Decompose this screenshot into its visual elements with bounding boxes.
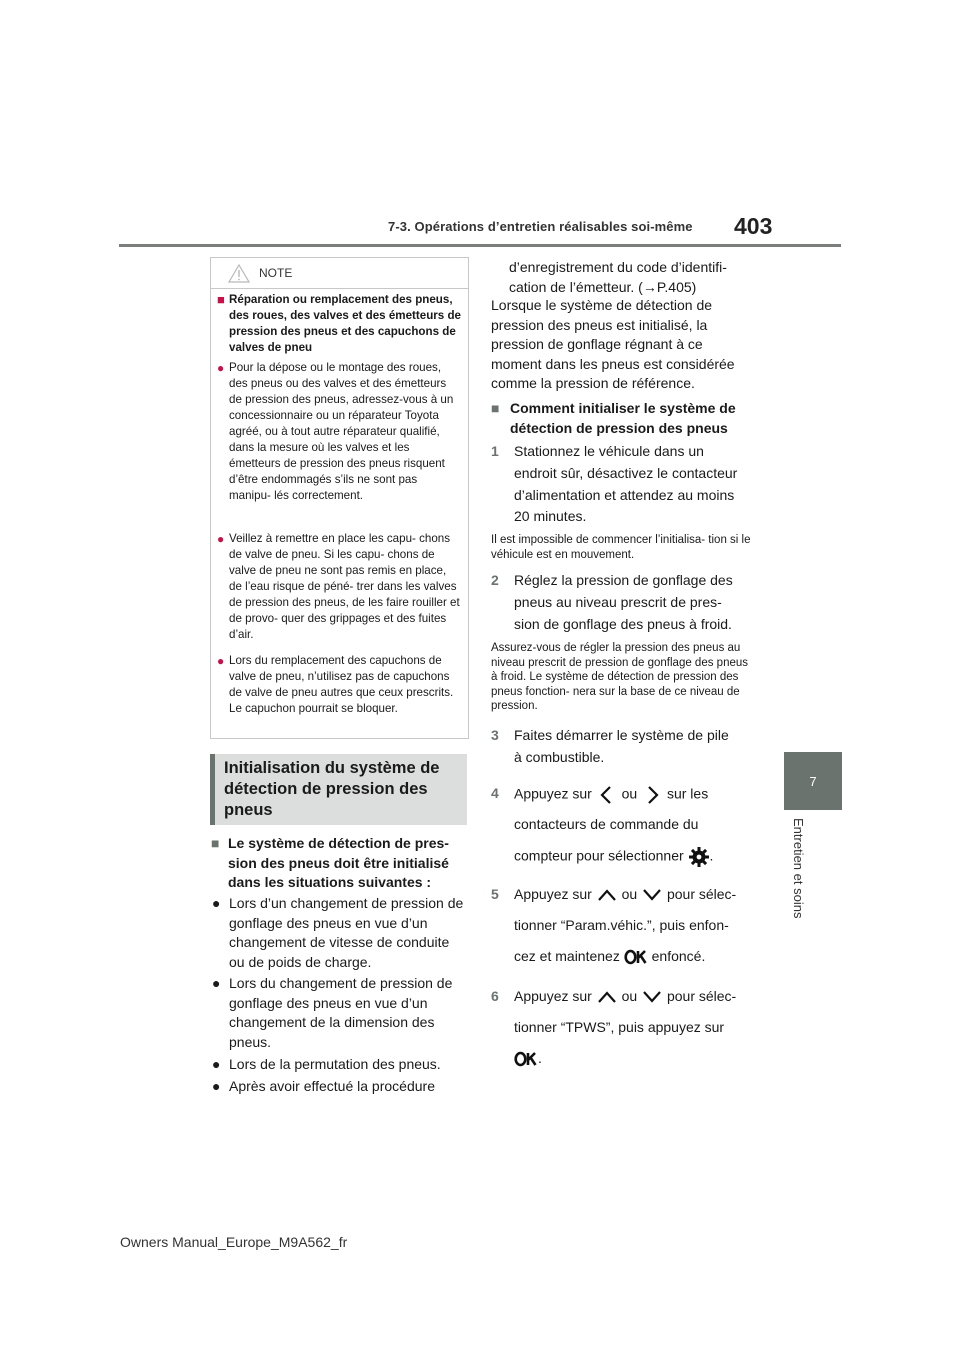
step-number: 2 bbox=[491, 572, 499, 588]
chevron-up-icon bbox=[596, 989, 618, 1005]
note-heading-text: Réparation ou remplacement des pneus, des roues, des valves et des émetteurs de pression des pneus et des capuchons de valves de pneu bbox=[229, 293, 461, 354]
step-number: 3 bbox=[491, 727, 499, 743]
section-title: 7-3. Opérations d’entretien réalisables soi-même bbox=[388, 219, 693, 234]
square-bullet-icon: ■ bbox=[217, 292, 225, 307]
step-5: 5 Appuyez sur ou pour sélec- tionner “Param.véhic.”, puis enfon- cez et maintenez enfoncé. bbox=[491, 886, 737, 964]
chapter-label-text: Entretien et soins bbox=[791, 818, 806, 919]
chapter-tab bbox=[784, 752, 842, 810]
section-heading-box bbox=[210, 754, 467, 825]
section-heading: Initialisation du système de détection de pression des pneus bbox=[224, 759, 440, 819]
page-number: 403 bbox=[734, 213, 773, 239]
arrow-icon: → bbox=[642, 278, 657, 295]
page-reference-link[interactable]: P.405) bbox=[656, 278, 697, 295]
bullet-icon: ● bbox=[217, 654, 225, 668]
bullet-icon: ● bbox=[212, 1056, 221, 1072]
step-1: 1 Stationnez le véhicule dans un endroit sûr, désactivez le contacteur d’alimentation et attendez au moins 20 minutes. bbox=[491, 443, 738, 525]
chevron-left-icon bbox=[596, 784, 618, 806]
bullet-icon: ● bbox=[212, 895, 221, 911]
chevron-up-icon bbox=[596, 887, 618, 903]
list-item: ● Après avoir effectué la procédure bbox=[212, 1077, 464, 1097]
step-number: 4 bbox=[491, 785, 499, 801]
ok-button-icon bbox=[624, 949, 648, 965]
chevron-down-icon bbox=[641, 887, 663, 903]
note-label: NOTE bbox=[259, 266, 293, 280]
bullet-icon: ● bbox=[217, 532, 225, 546]
step-2: 2 Réglez la pression de gonflage des pneus au niveau prescrit de pres- sion de gonflage des pneus à froid. bbox=[491, 572, 733, 632]
bullet-icon: ● bbox=[217, 361, 225, 375]
left-subheading: ■ Le système de détection de pres- sion des pneus doit être initialisé dans les situations suivantes : bbox=[211, 835, 449, 890]
step-4: 4 Appuyez sur ou sur les contacteurs de commande du compteur pour sélectionner . bbox=[491, 784, 753, 868]
chapter-number: 7 bbox=[809, 773, 817, 789]
warning-triangle-icon bbox=[228, 264, 250, 283]
step-6: 6 Appuyez sur ou pour sélec- tionner “TPWS”, puis appuyez sur . bbox=[491, 988, 737, 1066]
step-2-note: Assurez-vous de régler la pression des pneus au niveau prescrit de pression de gonflage des pneus à froid. Le système de détection de pression des pneus fonction- nera sur la base de ce niveau de pression. bbox=[491, 642, 749, 712]
step-number: 1 bbox=[491, 443, 499, 459]
note-item: ● Pour la dépose ou le montage des roues, des pneus ou des valves et des émetteurs de pression des pneus, adressez-vous à un concessionnaire ou un réparateur Toyota agréé, ou à tout autre réparateur qualifié, dans la mesure où les valves et les émetteurs de pression des pneus risquent d’être endommagés s’ils ne sont pas manipu- lés correctement. bbox=[217, 361, 454, 502]
step-number: 6 bbox=[491, 988, 499, 1004]
square-bullet-icon: ■ bbox=[211, 835, 220, 851]
chevron-right-icon bbox=[641, 784, 663, 806]
note-item: ● Veillez à remettre en place les capu- chons de valve de pneu. Si les capu- chons de valve de pneu ne sont pas remis en place, de l’eau risque de péné- trer dans les valves de pression des pneus, de les faire rouiller et de provo- quer des grippages et des fuites d’air. bbox=[217, 532, 460, 641]
note-item: ● Lors du remplacement des capuchons de valve de pneu, n’utilisez pas de capuchons de valve de pneu autres que ceux prescrits. Le capuchon pourrait se bloquer. bbox=[217, 654, 454, 715]
right-subheading: ■ Comment initialiser le système de détection de pression des pneus bbox=[491, 400, 736, 436]
note-box bbox=[210, 257, 469, 739]
bullet-icon: ● bbox=[212, 1078, 221, 1094]
list-item: ● Lors d’un changement de pression de gonflage des pneus en vue d’un changement de vitesse de conduite ou de poids de charge. bbox=[212, 895, 464, 970]
note-header bbox=[211, 258, 468, 289]
ok-button-icon bbox=[514, 1051, 538, 1067]
header-divider bbox=[119, 244, 841, 247]
chevron-down-icon bbox=[641, 989, 663, 1005]
gear-icon bbox=[688, 846, 710, 868]
step-3: 3 Faites démarrer le système de pile à combustible. bbox=[491, 727, 729, 765]
bullet-icon: ● bbox=[212, 975, 221, 991]
note-heading bbox=[217, 292, 461, 356]
list-item: ● Lors du changement de pression de gonflage des pneus en vue d’un changement de la dimension des pneus. bbox=[212, 975, 453, 1050]
step-number: 5 bbox=[491, 886, 499, 902]
footer-document-id: Owners Manual_Europe_M9A562_fr bbox=[120, 1234, 348, 1250]
reference-pressure-paragraph: Lorsque le système de détection de pression des pneus est initialisé, la pression de gonflage régnant à ce moment dans les pneus est considérée comme la pression de référence. bbox=[491, 297, 735, 391]
list-item: ● Lors de la permutation des pneus. bbox=[212, 1055, 464, 1075]
chapter-label bbox=[788, 818, 808, 928]
step-1-note: Il est impossible de commencer l’initialisa- tion si le véhicule est en mouvement. bbox=[491, 534, 751, 561]
continuation-text: d’enregistrement du code d’identifi- cation de l’émetteur. (→P.405) bbox=[509, 259, 727, 295]
square-bullet-icon: ■ bbox=[491, 400, 500, 416]
